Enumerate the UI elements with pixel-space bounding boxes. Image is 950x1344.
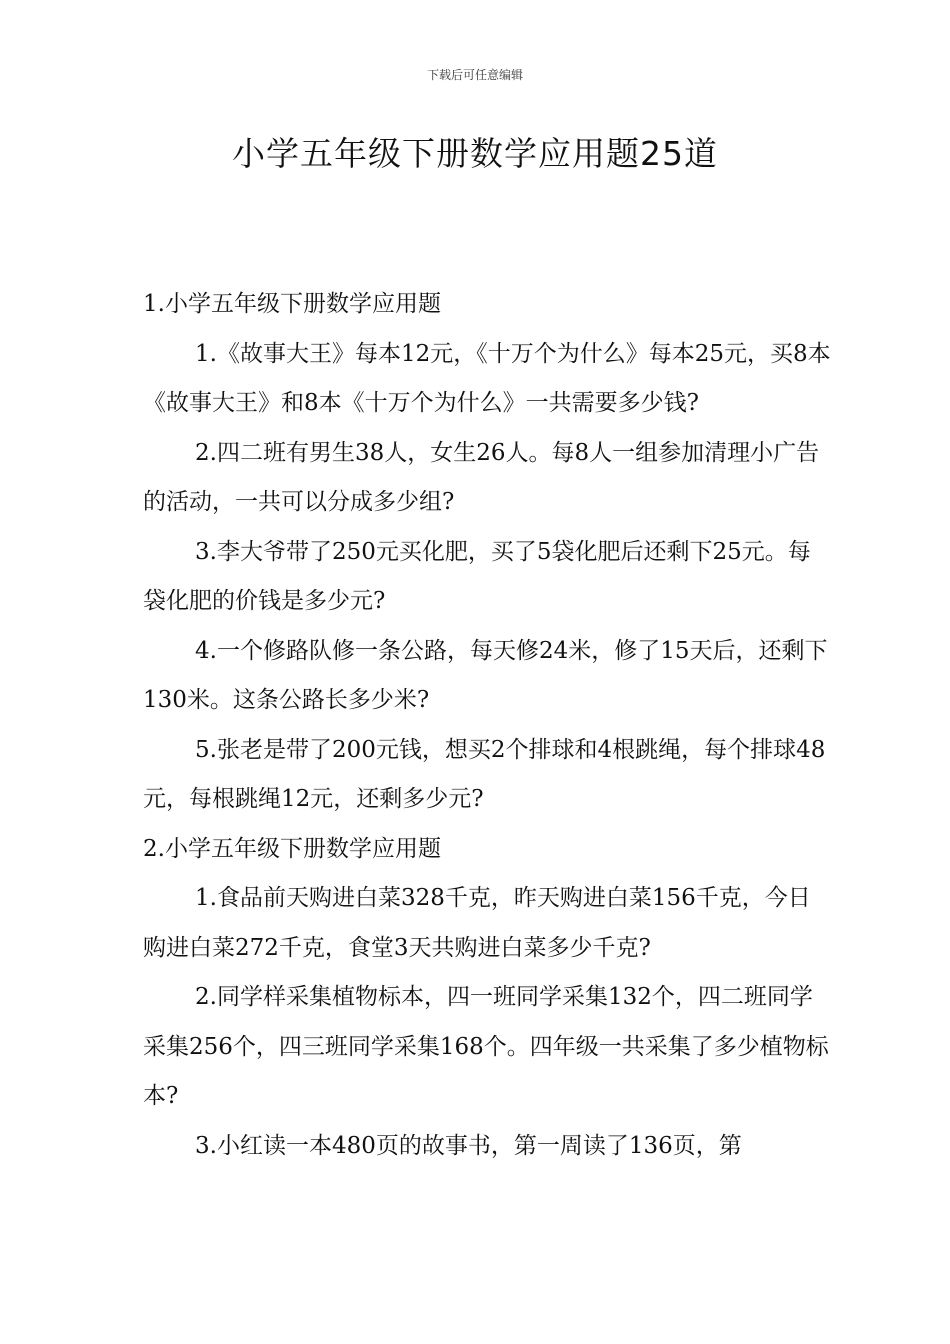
section-heading: 1.小学五年级下册数学应用题	[143, 291, 441, 317]
question-item: 2.四二班有男生38人，女生26人。每8人一组参加清理小广告的活动，一共可以分成多少组?	[143, 439, 820, 515]
document-title: 小学五年级下册数学应用题25道	[232, 134, 718, 173]
document-body	[143, 280, 833, 1171]
question-item: 1.食品前天购进白菜328千克，昨天购进白菜156千克，今日购进白菜272千克，食堂3天共购进白菜多少千克?	[143, 885, 811, 961]
question-item: 3.李大爷带了250元买化肥，买了5袋化肥后还剩下25元。每袋化肥的价钱是多少元?	[143, 538, 811, 614]
question-item: 3.小红读一本480页的故事书，第一周读了136页，第	[195, 1132, 742, 1159]
header-note: 下载后可任意编辑	[426, 68, 523, 82]
question-item: 5.张老是带了200元钱，想买2个排球和4根跳绳，每个排球48元，每根跳绳12元，还剩多少元?	[143, 736, 826, 812]
question-item: 2.同学样采集植物标本，四一班同学采集132个，四二班同学采集256个，四三班同学采集168个。四年级一共采集了多少植物标本?	[143, 984, 829, 1109]
question-item: 1.《故事大王》每本12元，《十万个为什么》每本25元，买8本《故事大王》和8本《十万个为什么》一共需要多少钱?	[143, 340, 831, 416]
question-item: 4.一个修路队修一条公路，每天修24米，修了15天后，还剩下130米。这条公路长多少米?	[143, 637, 828, 713]
section-heading: 2.小学五年级下册数学应用题	[143, 835, 441, 862]
